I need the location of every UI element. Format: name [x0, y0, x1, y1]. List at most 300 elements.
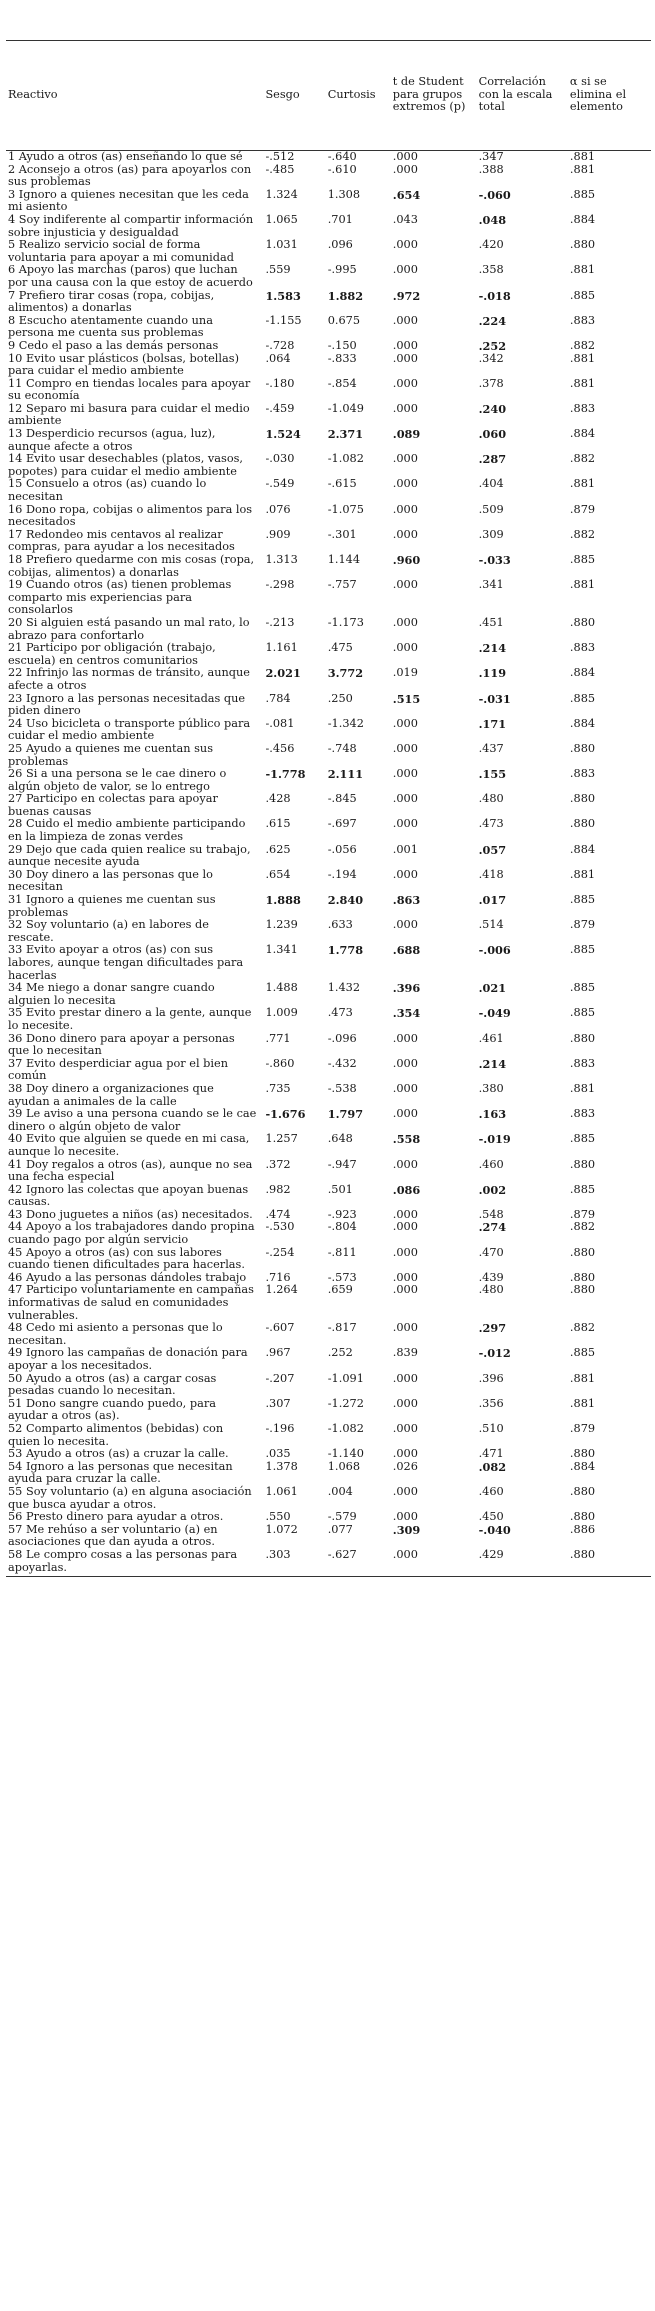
cell-alpha: .884	[569, 427, 596, 441]
cell-reactivo: 6 Apoyo las marchas (paros) que luchan por una causa con la que estoy de acuerdo	[8, 263, 253, 289]
cell-alpha: .880	[569, 1283, 596, 1297]
cell-correlacion: -.031	[478, 691, 511, 706]
cell-alpha: .881	[569, 477, 596, 491]
table-row	[6, 818, 651, 843]
cell-curtosis: .250	[327, 691, 353, 705]
cell-reactivo: 27 Participo en colectas para apoyar buenas causas	[8, 792, 218, 818]
cell-alpha: .883	[569, 1056, 596, 1070]
cell-alpha: .884	[569, 212, 596, 226]
cell-alpha: .881	[569, 1081, 596, 1095]
cell-alpha: .881	[569, 376, 596, 390]
table-row	[6, 1347, 651, 1372]
cell-t-student: .000	[392, 918, 418, 932]
cell-correlacion: .214	[478, 1056, 507, 1071]
cell-curtosis: 1.778	[327, 943, 364, 958]
table-row	[6, 353, 651, 378]
cell-t-student: .000	[392, 1207, 418, 1221]
table-row	[6, 919, 651, 944]
cell-t-student: .000	[392, 641, 418, 655]
table-row	[6, 504, 651, 529]
cell-t-student: .000	[392, 1510, 418, 1524]
cell-correlacion: -.033	[478, 553, 511, 567]
cell-sesgo: .654	[265, 867, 291, 881]
cell-sesgo: -.213	[265, 615, 295, 629]
cell-curtosis: 1.797	[327, 1107, 364, 1122]
cell-reactivo: 51 Dono sangre cuando puedo, para ayudar a otros (as).	[8, 1396, 216, 1423]
cell-sesgo: 1.061	[265, 1484, 298, 1498]
cell-reactivo: 55 Soy voluntario (a) en alguna asociación que busca ayudar a otros.	[8, 1484, 252, 1511]
cell-correlacion: -.049	[478, 1006, 511, 1021]
cell-reactivo: 7 Prefiero tirar cosas (ropa, cobijas, alimentos) a donarlas	[8, 288, 215, 315]
table-row	[6, 617, 651, 642]
cell-sesgo: .307	[265, 1396, 291, 1410]
table-row	[6, 189, 651, 214]
table-row	[6, 214, 651, 239]
cell-correlacion: -.019	[478, 1132, 511, 1147]
cell-curtosis: -.697	[327, 817, 357, 831]
cell-correlacion: .002	[478, 1182, 507, 1197]
table-row	[6, 1549, 651, 1577]
table-row	[6, 869, 651, 894]
cell-alpha: .881	[569, 1396, 596, 1410]
cell-alpha: .880	[569, 792, 596, 806]
cell-correlacion: .460	[478, 1157, 504, 1171]
table-row	[6, 315, 651, 340]
cell-t-student: .000	[392, 1421, 418, 1435]
cell-alpha: .880	[568, 1549, 651, 1577]
cell-curtosis: -.995	[327, 263, 357, 277]
table-row	[6, 579, 651, 617]
cell-correlacion: .347	[478, 150, 504, 163]
cell-curtosis: -1.272	[327, 1396, 364, 1410]
cell-t-student: .000	[392, 1157, 418, 1171]
cell-reactivo: 37 Evito desperdiciar agua por el bien común	[8, 1056, 228, 1083]
item-analysis-table	[6, 40, 651, 1577]
cell-sesgo: -.607	[265, 1321, 295, 1335]
cell-sesgo: -.030	[265, 452, 295, 466]
cell-correlacion: .380	[478, 1081, 504, 1095]
cell-sesgo: .474	[265, 1207, 291, 1221]
cell-t-student: .515	[392, 691, 421, 706]
cell-correlacion: .163	[478, 1107, 507, 1122]
cell-sesgo: -.196	[265, 1421, 295, 1435]
table-row	[6, 290, 651, 315]
cell-sesgo: -.456	[265, 741, 295, 755]
cell-reactivo: 17 Redondeo mis centavos al realizar compras, para ayudar a los necesitados	[8, 527, 235, 554]
cell-correlacion: .514	[478, 918, 504, 932]
cell-sesgo: .982	[265, 1182, 291, 1196]
cell-alpha: .884	[569, 1459, 596, 1473]
cell-correlacion: .342	[478, 351, 504, 365]
cell-alpha: .880	[569, 1484, 596, 1498]
cell-alpha: .880	[569, 1447, 596, 1461]
cell-correlacion: .240	[478, 401, 507, 416]
table-row	[6, 1322, 651, 1347]
cell-reactivo: 30 Doy dinero a las personas que lo necesitan	[8, 867, 213, 894]
cell-curtosis: -.301	[327, 527, 357, 541]
table-row	[6, 164, 651, 189]
cell-curtosis: 1.432	[327, 981, 361, 995]
table-row	[6, 1007, 651, 1032]
cell-curtosis: -1.082	[327, 1421, 364, 1435]
cell-correlacion: .509	[478, 502, 504, 516]
cell-alpha: .881	[569, 867, 596, 881]
cell-sesgo: .784	[265, 691, 291, 705]
cell-alpha: .883	[569, 767, 596, 781]
table-row	[6, 1221, 651, 1246]
table-body	[6, 151, 651, 1577]
cell-reactivo: 9 Cedo el paso a las demás personas	[8, 338, 219, 352]
cell-reactivo: 33 Evito apoyar a otros (as) con sus labores, aunque tengan dificultades para hacerlas	[8, 943, 244, 982]
cell-alpha: .879	[569, 1421, 596, 1435]
cell-alpha: .882	[569, 527, 596, 541]
cell-curtosis: -.748	[327, 741, 357, 755]
cell-alpha: .880	[569, 1245, 596, 1259]
header-sesgo: Sesgo	[263, 41, 325, 151]
cell-t-student: .000	[392, 1447, 418, 1461]
cell-curtosis: -.538	[327, 1081, 357, 1095]
cell-curtosis: 3.772	[327, 666, 364, 681]
cell-alpha: .880	[569, 1510, 596, 1524]
cell-t-student: .089	[392, 427, 421, 442]
cell-curtosis: -.923	[327, 1207, 357, 1221]
cell-t-student: .000	[392, 313, 418, 327]
cell-alpha: .884	[569, 666, 596, 680]
cell-correlacion: .460	[478, 1484, 504, 1498]
cell-alpha: .885	[569, 893, 596, 907]
cell-curtosis: -.056	[327, 842, 357, 856]
cell-correlacion: .057	[478, 842, 507, 857]
cell-curtosis: 1.068	[327, 1459, 361, 1473]
cell-sesgo: .550	[265, 1510, 291, 1524]
cell-sesgo: 1.324	[265, 187, 298, 201]
table-row	[6, 743, 651, 768]
cell-t-student: .000	[392, 1283, 418, 1297]
cell-reactivo: 44 Apoyo a los trabajadores dando propina cuando pago por algún servicio	[8, 1220, 255, 1247]
cell-curtosis: 2.840	[327, 893, 364, 908]
cell-alpha: .885	[569, 187, 596, 201]
cell-reactivo: 50 Ayudo a otros (as) a cargar cosas pesadas cuando lo necesitan.	[8, 1371, 217, 1398]
cell-correlacion: .297	[478, 1321, 507, 1336]
table-row	[6, 1159, 651, 1184]
cell-alpha: .880	[569, 1031, 596, 1045]
cell-correlacion: .451	[478, 615, 504, 629]
cell-correlacion: .418	[478, 867, 504, 881]
cell-reactivo: 16 Dono ropa, cobijas o alimentos para los necesitados	[8, 502, 253, 529]
cell-alpha: .881	[569, 150, 596, 163]
cell-sesgo: 1.009	[265, 1006, 298, 1020]
cell-t-student: .000	[392, 792, 418, 806]
cell-curtosis: -.947	[327, 1157, 357, 1171]
cell-sesgo: .035	[265, 1447, 291, 1461]
cell-correlacion: .388	[478, 162, 504, 176]
cell-alpha: .885	[569, 691, 596, 705]
cell-t-student: .863	[392, 893, 421, 908]
cell-correlacion: .021	[478, 981, 507, 996]
cell-sesgo: 1.524	[265, 427, 301, 442]
cell-t-student: .000	[392, 1056, 418, 1070]
cell-curtosis: -.615	[327, 477, 357, 491]
cell-sesgo: 1.239	[265, 918, 298, 932]
cell-correlacion: .082	[478, 1459, 507, 1474]
cell-reactivo: 36 Dono dinero para apoyar a personas que lo necesitan	[8, 1031, 235, 1058]
cell-alpha: .886	[569, 1522, 596, 1536]
cell-reactivo: 15 Consuelo a otros (as) cuando lo necesitan	[8, 477, 207, 504]
cell-sesgo: .428	[265, 792, 291, 806]
table-row	[6, 1083, 651, 1108]
cell-sesgo: -.549	[265, 477, 295, 491]
cell-alpha: .883	[569, 401, 596, 415]
cell-t-student: .972	[392, 288, 421, 303]
cell-reactivo: 22 Infrinjo las normas de tránsito, aunque afecte a otros	[8, 666, 250, 692]
table-header-row	[6, 41, 651, 151]
cell-alpha: .881	[569, 351, 596, 365]
cell-alpha: .882	[569, 338, 596, 352]
cell-correlacion: .437	[478, 741, 504, 755]
cell-t-student: .000	[392, 1396, 418, 1410]
cell-curtosis: .501	[327, 1182, 353, 1196]
cell-t-student: .558	[392, 1132, 421, 1147]
cell-curtosis: -.150	[327, 338, 357, 352]
cell-reactivo: 21 Participo por obligación (trabajo, escuela) en centros comunitarios	[8, 641, 216, 667]
cell-curtosis: -1.140	[327, 1447, 364, 1461]
cell-correlacion: .214	[478, 641, 507, 656]
cell-t-student: .354	[392, 1006, 421, 1021]
cell-alpha: .880	[569, 1157, 596, 1171]
cell-curtosis: .659	[327, 1283, 353, 1297]
cell-reactivo: 10 Evito usar plásticos (bolsas, botellas) para cuidar el medio ambiente	[8, 351, 239, 378]
cell-t-student: .000	[392, 502, 418, 516]
cell-curtosis: -1.049	[327, 401, 364, 415]
cell-correlacion: .396	[478, 1371, 504, 1385]
table-row	[6, 1133, 651, 1158]
cell-t-student: .000	[392, 338, 418, 352]
cell-reactivo: 28 Cuido el medio ambiente participando en la limpieza de zonas verdes	[8, 817, 246, 844]
table-row	[6, 982, 651, 1007]
cell-t-student: .000	[392, 477, 418, 491]
cell-alpha: .880	[569, 615, 596, 629]
cell-reactivo: 35 Evito prestar dinero a la gente, aunque lo necesite.	[8, 1006, 252, 1032]
cell-t-student: .026	[392, 1459, 418, 1473]
cell-reactivo: 45 Apoyo a otros (as) con sus labores cuando tienen dificultades para hacerlas.	[8, 1245, 245, 1272]
cell-reactivo: 4 Soy indiferente al compartir información sobre injusticia y desigualdad	[8, 212, 254, 239]
cell-correlacion: -.018	[478, 288, 511, 303]
cell-curtosis: .473	[327, 1006, 353, 1020]
cell-alpha: .880	[569, 238, 596, 252]
cell-curtosis: -.854	[327, 376, 357, 390]
cell-sesgo: .303	[263, 1549, 325, 1577]
cell-sesgo: 1.313	[265, 553, 298, 566]
cell-correlacion: .274	[478, 1220, 507, 1235]
table-row	[6, 1373, 651, 1398]
cell-reactivo: 13 Desperdicio recursos (agua, luz), aunque afecte a otros	[8, 427, 216, 453]
cell-t-student: .000	[392, 452, 418, 466]
cell-alpha: .882	[569, 1220, 596, 1234]
cell-curtosis: -.640	[327, 150, 357, 163]
cell-sesgo: -.485	[265, 162, 295, 176]
cell-curtosis: 1.144	[327, 553, 361, 566]
cell-curtosis: -.757	[327, 578, 357, 592]
cell-alpha: .885	[569, 1006, 596, 1020]
cell-t-student: .000	[392, 1081, 418, 1095]
cell-curtosis: -.627	[326, 1549, 391, 1577]
cell-t-student: .000	[392, 527, 418, 541]
cell-correlacion: .420	[478, 238, 504, 252]
table-row	[6, 378, 651, 403]
cell-sesgo: -1.676	[265, 1107, 306, 1122]
cell-t-student: .000	[392, 162, 418, 176]
cell-t-student: .000	[392, 578, 418, 592]
cell-correlacion: .017	[478, 893, 507, 908]
cell-reactivo: 26 Si a una persona se le cae dinero o algún objeto de valor, se lo entrego	[8, 767, 227, 793]
cell-correlacion: .119	[478, 666, 507, 681]
cell-correlacion: .224	[478, 313, 507, 328]
cell-sesgo: -.512	[265, 150, 295, 163]
cell-curtosis: .648	[327, 1132, 353, 1146]
cell-t-student: .000	[392, 263, 418, 277]
cell-alpha: .881	[569, 162, 596, 176]
cell-sesgo: .967	[265, 1346, 291, 1360]
cell-sesgo: -.298	[265, 578, 295, 592]
cell-correlacion: .439	[478, 1270, 504, 1284]
cell-correlacion: .429	[477, 1549, 568, 1577]
cell-reactivo: 41 Doy regalos a otros (as), aunque no sea una fecha especial	[8, 1157, 253, 1184]
cell-alpha: .879	[569, 918, 596, 932]
cell-curtosis: -1.342	[327, 716, 364, 730]
cell-sesgo: .735	[265, 1081, 291, 1095]
cell-t-student: .000	[392, 767, 418, 781]
cell-reactivo: 11 Compro en tiendas locales para apoyar su economía	[8, 376, 251, 403]
cell-t-student: .688	[392, 943, 421, 958]
cell-reactivo: 2 Aconsejo a otros (as) para apoyarlos con sus problemas	[8, 162, 252, 189]
table-row	[6, 667, 651, 692]
cell-curtosis: .252	[327, 1346, 353, 1360]
cell-curtosis: 2.111	[327, 767, 364, 782]
table-row	[6, 693, 651, 718]
cell-curtosis: .475	[327, 641, 353, 655]
cell-reactivo: 14 Evito usar desechables (platos, vasos, popotes) para cuidar el medio ambiente	[8, 452, 244, 478]
table-row	[6, 768, 651, 793]
header-t-student: t de Student para grupos extremos (p)	[391, 41, 477, 151]
cell-sesgo: 1.161	[265, 641, 298, 655]
cell-curtosis: -.096	[327, 1031, 357, 1045]
cell-correlacion: .252	[478, 338, 507, 353]
cell-curtosis: -.804	[327, 1220, 357, 1234]
cell-t-student: .000	[392, 1220, 418, 1234]
cell-alpha: .880	[569, 817, 596, 831]
cell-alpha: .884	[569, 842, 596, 856]
cell-reactivo: 53 Ayudo a otros (as) a cruzar la calle.	[8, 1447, 229, 1461]
cell-alpha: .881	[569, 263, 596, 277]
cell-sesgo: -.207	[265, 1371, 295, 1385]
cell-sesgo: 1.341	[265, 943, 298, 957]
cell-curtosis: -.573	[327, 1270, 357, 1284]
cell-alpha: .883	[569, 1107, 596, 1121]
cell-alpha: .885	[569, 1182, 596, 1196]
cell-t-student: .019	[392, 666, 418, 680]
cell-t-student: .086	[392, 1182, 421, 1197]
cell-reactivo: 46 Ayudo a las personas dándoles trabajo	[8, 1270, 247, 1284]
cell-correlacion: .048	[478, 212, 507, 227]
header-alpha: α si se elimina el elemento	[568, 41, 651, 151]
cell-alpha: .879	[569, 502, 596, 516]
table-row	[6, 1486, 651, 1511]
cell-reactivo: 54 Ignoro a las personas que necesitan ayuda para cruzar la calle.	[8, 1459, 233, 1486]
cell-alpha: .884	[569, 716, 596, 730]
table-row	[6, 642, 651, 667]
cell-correlacion: -.012	[478, 1346, 511, 1361]
cell-sesgo: .716	[265, 1270, 291, 1284]
table-row	[6, 1284, 651, 1322]
cell-reactivo: 25 Ayudo a quienes me cuentan sus problemas	[8, 741, 213, 768]
table-row	[6, 793, 651, 818]
cell-t-student: .000	[392, 238, 418, 252]
cell-correlacion: .470	[478, 1245, 504, 1259]
cell-alpha: .881	[569, 1371, 596, 1385]
cell-t-student: .000	[392, 1484, 418, 1498]
cell-alpha: .879	[569, 1207, 596, 1221]
cell-reactivo: 32 Soy voluntario (a) en labores de rescate.	[8, 918, 209, 944]
cell-reactivo: 31 Ignoro a quienes me cuentan sus problemas	[8, 893, 216, 919]
table-row	[6, 239, 651, 264]
table-row	[6, 1524, 651, 1549]
cell-reactivo: 40 Evito que alguien se quede en mi casa, aunque lo necesite.	[8, 1132, 250, 1158]
cell-curtosis: 1.882	[327, 288, 364, 303]
table-row	[6, 453, 651, 478]
cell-t-student: .000	[392, 1031, 418, 1045]
cell-reactivo: 38 Doy dinero a organizaciones que ayudan a animales de la calle	[8, 1081, 214, 1108]
cell-correlacion: .378	[478, 376, 504, 390]
cell-reactivo: 12 Separo mi basura para cuidar el medio ambiente	[8, 401, 250, 428]
cell-t-student: .960	[392, 553, 421, 567]
cell-t-student: .000	[392, 817, 418, 831]
cell-alpha: .885	[569, 553, 596, 566]
cell-reactivo: 47 Participo voluntariamente en campañas informativas de salud en comunidades vulnerables.	[8, 1283, 254, 1322]
cell-reactivo: 57 Me rehúso a ser voluntario (a) en asociaciones que dan ayuda a otros.	[8, 1522, 218, 1549]
cell-alpha: .880	[569, 1270, 596, 1284]
cell-t-student: .839	[392, 1346, 418, 1360]
cell-curtosis: 0.675	[327, 313, 361, 327]
cell-t-student: .000	[392, 1107, 418, 1121]
cell-alpha: .885	[569, 981, 596, 995]
cell-correlacion: .548	[478, 1207, 504, 1221]
header-curtosis: Curtosis	[326, 41, 391, 151]
cell-t-student: .654	[392, 187, 421, 202]
cell-reactivo: 52 Comparto alimentos (bebidas) con quien lo necesita.	[8, 1421, 224, 1448]
cell-sesgo: .625	[265, 842, 291, 856]
table-row	[6, 1423, 651, 1448]
cell-t-student: .000	[392, 1245, 418, 1259]
cell-correlacion: .060	[478, 427, 507, 442]
cell-reactivo: 43 Dono juguetes a niños (as) necesitados.	[8, 1207, 253, 1221]
cell-correlacion: .404	[478, 477, 504, 491]
cell-correlacion: .471	[478, 1447, 504, 1461]
cell-alpha: .885	[569, 1132, 596, 1146]
cell-alpha: .880	[569, 741, 596, 755]
table-row	[6, 529, 651, 554]
table-row	[6, 151, 651, 164]
cell-curtosis: 2.371	[327, 427, 364, 442]
cell-curtosis: -.432	[327, 1056, 357, 1070]
cell-curtosis: .004	[327, 1484, 353, 1498]
cell-t-student: .000	[392, 1270, 418, 1284]
cell-sesgo: -1.778	[265, 767, 306, 782]
cell-reactivo: 39 Le aviso a una persona cuando se le cae dinero o algún objeto de valor	[8, 1107, 257, 1133]
cell-curtosis: -1.075	[327, 502, 364, 516]
cell-correlacion: .155	[478, 767, 507, 782]
cell-t-student: .000	[392, 1321, 418, 1335]
table-row	[6, 944, 651, 982]
